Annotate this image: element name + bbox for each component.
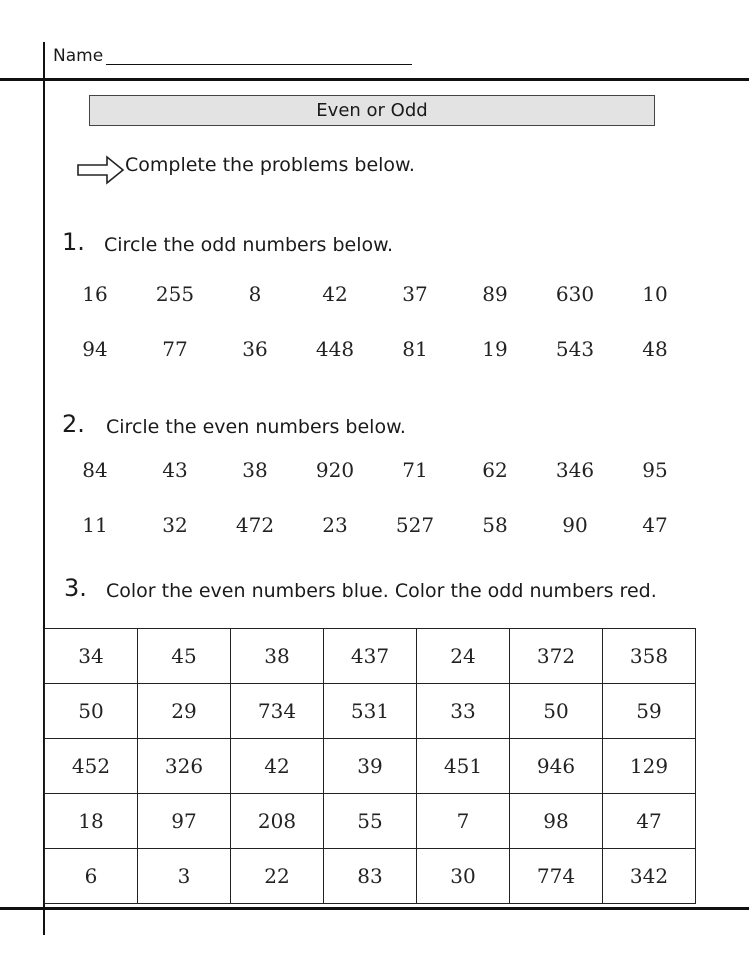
table-cell[interactable]: 372 <box>510 629 603 684</box>
table-row <box>45 629 696 684</box>
table-cell[interactable]: 734 <box>231 684 324 739</box>
table-cell[interactable]: 6 <box>45 849 138 904</box>
number-item[interactable]: 8 <box>248 282 262 306</box>
table-cell[interactable]: 29 <box>138 684 231 739</box>
table-row <box>45 684 696 739</box>
number-item[interactable]: 58 <box>482 513 508 537</box>
number-item[interactable]: 16 <box>82 282 108 306</box>
number-item[interactable]: 48 <box>642 337 668 361</box>
table-cell[interactable]: 38 <box>231 629 324 684</box>
table-cell[interactable]: 83 <box>324 849 417 904</box>
table-cell[interactable]: 50 <box>510 684 603 739</box>
table-cell[interactable]: 59 <box>603 684 696 739</box>
number-item[interactable]: 47 <box>642 513 668 537</box>
table-cell[interactable]: 55 <box>324 794 417 849</box>
number-item[interactable]: 472 <box>235 513 275 537</box>
arrow-right-icon <box>77 155 125 189</box>
table-row <box>45 849 696 904</box>
coloring-number-grid <box>44 628 696 904</box>
table-cell[interactable]: 18 <box>45 794 138 849</box>
number-item[interactable]: 38 <box>242 458 268 482</box>
table-cell[interactable]: 129 <box>603 739 696 794</box>
instruction-text: Complete the problems below. <box>125 154 415 176</box>
number-item[interactable]: 23 <box>322 513 348 537</box>
question-3-number: 3. <box>64 574 87 602</box>
table-cell[interactable]: 7 <box>417 794 510 849</box>
table-cell[interactable]: 774 <box>510 849 603 904</box>
table-cell[interactable]: 47 <box>603 794 696 849</box>
worksheet-title <box>89 95 655 126</box>
number-item[interactable]: 11 <box>82 513 108 537</box>
table-cell[interactable]: 437 <box>324 629 417 684</box>
table-cell[interactable]: 30 <box>417 849 510 904</box>
table-cell[interactable]: 531 <box>324 684 417 739</box>
number-item[interactable]: 543 <box>555 337 595 361</box>
number-item[interactable]: 90 <box>562 513 588 537</box>
question-1-text: Circle the odd numbers below. <box>104 234 393 256</box>
table-cell[interactable]: 452 <box>45 739 138 794</box>
table-cell[interactable]: 24 <box>417 629 510 684</box>
number-item[interactable]: 19 <box>482 337 508 361</box>
table-cell[interactable]: 342 <box>603 849 696 904</box>
number-item[interactable]: 62 <box>482 458 508 482</box>
table-cell[interactable]: 34 <box>45 629 138 684</box>
question-1-number: 1. <box>62 228 85 256</box>
footer-divider-line <box>0 907 749 910</box>
table-cell[interactable]: 42 <box>231 739 324 794</box>
number-item[interactable]: 77 <box>162 337 188 361</box>
number-item[interactable]: 42 <box>322 282 348 306</box>
question-2-number: 2. <box>62 410 85 438</box>
table-cell[interactable]: 98 <box>510 794 603 849</box>
table-cell[interactable]: 358 <box>603 629 696 684</box>
worksheet-title-text: Even or Odd <box>316 100 428 121</box>
number-item[interactable]: 10 <box>642 282 668 306</box>
question-2-text: Circle the even numbers below. <box>106 416 406 438</box>
table-row <box>45 739 696 794</box>
number-item[interactable]: 94 <box>82 337 108 361</box>
table-row <box>45 794 696 849</box>
number-item[interactable]: 255 <box>155 282 195 306</box>
number-item[interactable]: 37 <box>402 282 428 306</box>
number-item[interactable]: 71 <box>402 458 428 482</box>
number-item[interactable]: 346 <box>555 458 595 482</box>
header-divider-line <box>0 78 749 81</box>
table-cell[interactable]: 208 <box>231 794 324 849</box>
table-cell[interactable]: 33 <box>417 684 510 739</box>
table-cell[interactable]: 3 <box>138 849 231 904</box>
number-item[interactable]: 43 <box>162 458 188 482</box>
name-label: Name <box>53 46 104 66</box>
table-cell[interactable]: 97 <box>138 794 231 849</box>
number-item[interactable]: 84 <box>82 458 108 482</box>
number-item[interactable]: 32 <box>162 513 188 537</box>
number-item[interactable]: 95 <box>642 458 668 482</box>
number-item[interactable]: 36 <box>242 337 268 361</box>
number-item[interactable]: 448 <box>315 337 355 361</box>
table-cell[interactable]: 946 <box>510 739 603 794</box>
number-item[interactable]: 630 <box>555 282 595 306</box>
table-cell[interactable]: 50 <box>45 684 138 739</box>
number-item[interactable]: 920 <box>315 458 355 482</box>
table-cell[interactable]: 39 <box>324 739 417 794</box>
table-cell[interactable]: 22 <box>231 849 324 904</box>
table-cell[interactable]: 326 <box>138 739 231 794</box>
table-cell[interactable]: 45 <box>138 629 231 684</box>
number-item[interactable]: 527 <box>395 513 435 537</box>
name-field-line[interactable] <box>106 64 412 65</box>
number-item[interactable]: 81 <box>402 337 428 361</box>
question-3-text: Color the even numbers blue. Color the odd numbers red. <box>106 580 657 602</box>
number-item[interactable]: 89 <box>482 282 508 306</box>
table-cell[interactable]: 451 <box>417 739 510 794</box>
